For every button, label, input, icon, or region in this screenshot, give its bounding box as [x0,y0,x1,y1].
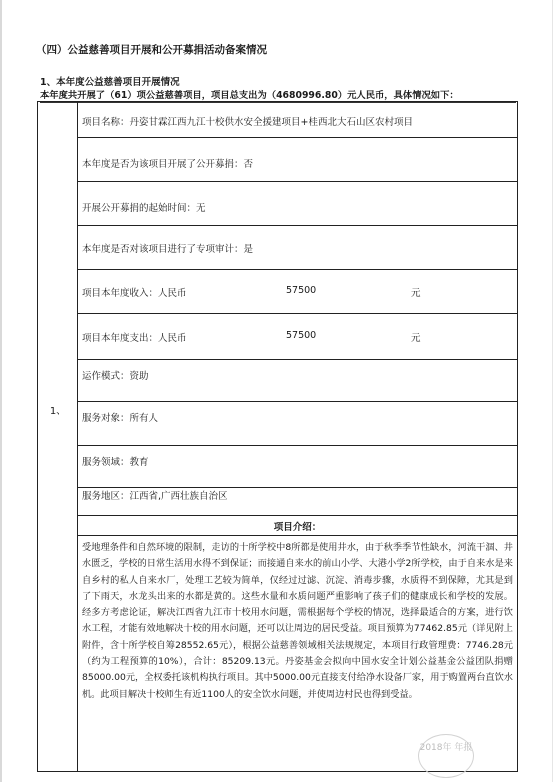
target-value: 所有人 [129,413,159,424]
field-label: 服务领域： [82,457,130,468]
row-income [78,270,517,314]
audit-label: 本年度是否对该项目进行了专项审计： [82,244,244,255]
row-project-name [78,102,517,138]
subsection-title: 1、本年度公益慈善项目开展情况 [40,77,180,88]
section-title: （四）公益慈善项目开展和公开募捐活动备案情况 [36,44,267,56]
start-time-label: 开展公开募捐的起始时间： [82,203,197,214]
row-target [78,402,517,446]
mode-value: 资助 [129,371,149,382]
intro-heading: 项目介绍： [273,522,322,533]
expense-unit: 元 [411,333,421,344]
project-name-value: 丹姿甘霖江西九江十校供水安全援建项目+桂西北大石山区农村项目 [129,117,413,128]
start-time-value: 无 [196,203,206,214]
row-fundraising [78,138,517,182]
income-amount: 57500 [286,285,317,296]
row-region [78,488,517,516]
expense-label: 项目本年度支出：人民币 [82,333,187,344]
row-expense [78,314,517,360]
summary-line: 本年度共开展了（61）项公益慈善项目，项目总支出为（4680996.80）元人民币，具体情况如下： [40,87,516,103]
annual-report-stamp: 2018年 年报 [418,734,474,778]
field-value: 教育 [129,457,149,468]
index-column [38,102,78,771]
row-mode [78,360,517,402]
intro-text: 受地理条件和自然环境的限制，走访的十所学校中8所都是使用井水，由于秋季季节性缺水，河流干涸、井水匮乏，学校的日常生活用水得不到保证；而接通自来水的前山小学、大港小学2所学校，由于自来水是来自乡村的私人自来水厂，处理工艺较为简单，仅经过过滤、沉淀、消毒步骤，水质得不到保障，尤其是到了下雨天，水龙头出来的水都是黄的。这些水量和水质问题严重影响了孩子们的健康成长和学校的发展。经多方考虑论证，解决江西省九江市十校用水问题，需根据每个学校的情况，选择最适合的方案，进行饮水工程，才能有效地解决十校的用水问题，还可以让周边的居民受益。项目预算为77462.85元（详见附上附件，含十所学校自筹28552.65元），根据公益慈善领域相关法规规定，本项目行政管理费：7746.28元（约为工程预算的10%），合计：85209.13元。丹姿基金会拟向中国水安全计划公益基金公益团队捐赠85000.00元，全权委托该机构执行项目。其中5000.00元直接支付给净水设备厂家，用于购置两台直饮水机。此项目解决十校师生有近1100人的安全饮水问题，并使周边村民也得到受益。 [82,542,513,700]
page-edge-left [0,0,2,782]
item-index: 1、 [49,406,67,417]
audit-value: 是 [243,244,254,255]
mode-label: 运作模式： [82,371,130,382]
project-table [37,101,518,772]
region-value: 江西省,广西壮族自治区 [129,491,228,502]
fundraising-value: 否 [243,159,254,170]
row-audit [78,226,517,270]
target-label: 服务对象： [82,413,130,424]
project-name-label: 项目名称： [82,117,130,128]
row-field [78,446,517,488]
fundraising-label: 本年度是否为该项目开展了公开募捐： [82,159,244,170]
row-start-time [78,182,517,226]
region-label: 服务地区： [82,491,130,502]
expense-amount: 57500 [286,330,317,341]
income-unit: 元 [411,288,421,299]
income-label: 项目本年度收入：人民币 [82,288,187,299]
